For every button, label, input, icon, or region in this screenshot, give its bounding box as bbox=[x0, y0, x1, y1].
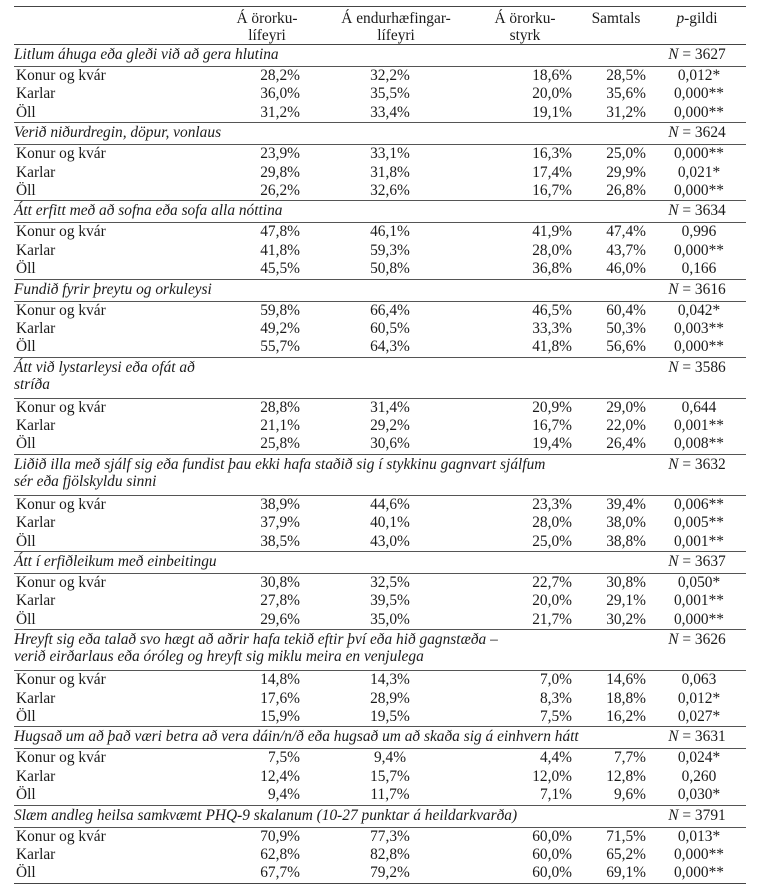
cell-p-gildi: 0,050* bbox=[677, 574, 721, 592]
cell-oroku-lifeyri: 12,4% bbox=[260, 767, 300, 785]
row-label: Öll bbox=[16, 260, 36, 278]
cell-oroku-styrk: 7,1% bbox=[539, 786, 572, 804]
section-title-line1: Hreyft sig eða talað svo hægt að aðrir hafa tekið eftir því eða hið gagnstæða – bbox=[14, 631, 498, 649]
cell-p-gildi: 0,013* bbox=[677, 827, 721, 845]
cell-oroku-lifeyri: 47,8% bbox=[260, 223, 300, 241]
header-col3-line1: Á örorku- bbox=[494, 10, 556, 27]
cell-oroku-lifeyri: 9,4% bbox=[267, 786, 300, 804]
cell-oroku-lifeyri: 26,2% bbox=[260, 181, 300, 199]
cell-samtals: 29,9% bbox=[606, 163, 646, 181]
table-row bbox=[14, 786, 746, 805]
cell-oroku-lifeyri: 55,7% bbox=[260, 338, 300, 356]
cell-samtals: 29,0% bbox=[606, 398, 646, 416]
results-table bbox=[14, 6, 746, 884]
row-label: Konur og kvár bbox=[16, 671, 106, 689]
table-row bbox=[14, 435, 746, 454]
header-col2-line2: lífeyri bbox=[377, 27, 415, 44]
cell-p-gildi: 0,001** bbox=[673, 592, 725, 610]
cell-oroku-lifeyri: 27,8% bbox=[260, 592, 300, 610]
cell-samtals: 12,8% bbox=[606, 767, 646, 785]
row-label: Öll bbox=[16, 786, 36, 804]
n-symbol: N bbox=[668, 455, 679, 473]
n-value: = 3632 bbox=[682, 455, 726, 473]
row-label: Konur og kvár bbox=[16, 67, 106, 84]
cell-oroku-styrk: 16,3% bbox=[532, 145, 572, 163]
cell-endurhaefingar-lifeyri: 30,6% bbox=[370, 435, 410, 453]
section-title-line2: stríða bbox=[14, 375, 50, 393]
cell-endurhaefingar-lifeyri: 32,2% bbox=[370, 67, 410, 84]
table-row bbox=[14, 495, 746, 514]
cell-oroku-styrk: 19,4% bbox=[532, 435, 572, 453]
cell-samtals: 7,7% bbox=[613, 749, 646, 767]
cell-p-gildi: 0,012* bbox=[677, 689, 721, 707]
section-n-count bbox=[648, 454, 746, 495]
cell-samtals: 46,0% bbox=[606, 260, 646, 278]
n-symbol: N bbox=[668, 631, 679, 649]
cell-samtals: 16,2% bbox=[606, 707, 646, 725]
cell-endurhaefingar-lifeyri: 66,4% bbox=[370, 301, 410, 319]
cell-oroku-styrk: 4,4% bbox=[539, 749, 572, 767]
cell-p-gildi: 0,027* bbox=[677, 707, 721, 725]
row-label: Konur og kvár bbox=[16, 495, 106, 513]
cell-oroku-lifeyri: 28,2% bbox=[260, 67, 300, 84]
table-row bbox=[14, 223, 746, 242]
row-label: Karlar bbox=[16, 417, 56, 435]
cell-samtals: 60,4% bbox=[606, 301, 646, 319]
table-row bbox=[14, 864, 746, 883]
cell-oroku-lifeyri: 31,2% bbox=[260, 103, 300, 121]
n-value: = 3586 bbox=[682, 358, 726, 376]
row-label: Konur og kvár bbox=[16, 574, 106, 592]
cell-endurhaefingar-lifeyri: 44,6% bbox=[370, 495, 410, 513]
row-label: Karlar bbox=[16, 592, 56, 610]
section-title: Slæm andleg heilsa samkvæmt PHQ-9 skalanum (10-27 punktar á heildarkvarða) bbox=[14, 805, 648, 827]
cell-oroku-styrk: 17,4% bbox=[532, 163, 572, 181]
cell-oroku-lifeyri: 28,8% bbox=[260, 398, 300, 416]
section-title-line2: verið eirðarlaus eða óróleg og hreyft sig miklu meira en venjulega bbox=[14, 648, 424, 666]
cell-endurhaefingar-lifeyri: 79,2% bbox=[326, 864, 466, 883]
cell-endurhaefingar-lifeyri: 28,9% bbox=[370, 689, 410, 707]
n-symbol: N bbox=[668, 728, 679, 746]
row-label: Karlar bbox=[16, 767, 56, 785]
section-header-row bbox=[14, 727, 746, 749]
section-n-count bbox=[648, 45, 746, 67]
cell-endurhaefingar-lifeyri: 35,0% bbox=[370, 610, 410, 628]
section-header-row bbox=[14, 805, 746, 827]
cell-endurhaefingar-lifeyri: 43,0% bbox=[370, 532, 410, 550]
table-row bbox=[14, 827, 746, 846]
cell-oroku-lifeyri: 38,5% bbox=[260, 532, 300, 550]
cell-endurhaefingar-lifeyri: 31,8% bbox=[370, 163, 410, 181]
cell-endurhaefingar-lifeyri: 9,4% bbox=[373, 749, 407, 767]
section-header-row bbox=[14, 357, 746, 398]
cell-oroku-styrk: 20,9% bbox=[532, 398, 572, 416]
cell-p-gildi: 0,003** bbox=[673, 319, 725, 337]
section-n-count bbox=[648, 279, 746, 301]
cell-samtals: 56,6% bbox=[606, 338, 646, 356]
cell-p-gildi: 0,024* bbox=[677, 749, 721, 767]
section-header-row bbox=[14, 279, 746, 301]
section-title bbox=[14, 630, 648, 671]
row-label: Öll bbox=[14, 864, 208, 883]
cell-samtals: 47,4% bbox=[606, 223, 646, 241]
table-row bbox=[14, 67, 746, 86]
n-symbol: N bbox=[668, 46, 679, 63]
header-col-p-gildi bbox=[648, 7, 746, 45]
cell-p-gildi: 0,000** bbox=[673, 181, 725, 199]
cell-oroku-lifeyri: 62,8% bbox=[260, 845, 300, 863]
row-label: Konur og kvár bbox=[16, 398, 106, 416]
section-title bbox=[14, 454, 648, 495]
cell-oroku-styrk: 41,9% bbox=[532, 223, 572, 241]
table-row bbox=[14, 301, 746, 320]
cell-endurhaefingar-lifeyri: 39,5% bbox=[370, 592, 410, 610]
cell-oroku-styrk: 8,3% bbox=[539, 689, 572, 707]
section-header-row bbox=[14, 45, 746, 67]
cell-p-gildi: 0,644 bbox=[681, 398, 717, 416]
cell-oroku-styrk: 36,8% bbox=[532, 260, 572, 278]
cell-oroku-styrk: 60,0% bbox=[532, 827, 572, 845]
cell-oroku-styrk: 28,0% bbox=[532, 241, 572, 259]
table-row bbox=[14, 145, 746, 164]
cell-samtals: 25,0% bbox=[606, 145, 646, 163]
section-title: Átt í erfiðleikum með einbeitingu bbox=[14, 552, 648, 574]
section-n-count bbox=[648, 805, 746, 827]
cell-endurhaefingar-lifeyri: 64,3% bbox=[370, 338, 410, 356]
n-value: = 3637 bbox=[682, 553, 726, 571]
row-label: Öll bbox=[16, 103, 36, 121]
cell-oroku-lifeyri: 30,8% bbox=[260, 574, 300, 592]
header-col-samtals: Samtals bbox=[584, 7, 648, 45]
table-row bbox=[14, 514, 746, 532]
header-col-oroku-styrk bbox=[466, 7, 584, 45]
cell-p-gildi: 0,000** bbox=[673, 610, 725, 628]
cell-oroku-lifeyri: 14,8% bbox=[260, 671, 300, 689]
row-label: Karlar bbox=[16, 163, 56, 181]
cell-oroku-lifeyri: 37,9% bbox=[260, 514, 300, 532]
cell-p-gildi: 0,000** bbox=[673, 145, 725, 163]
n-value: = 3634 bbox=[682, 202, 726, 220]
n-value: = 3631 bbox=[682, 728, 726, 746]
cell-samtals: 65,2% bbox=[606, 845, 646, 863]
row-label: Öll bbox=[16, 181, 36, 199]
cell-oroku-styrk: 20,0% bbox=[532, 592, 572, 610]
cell-oroku-lifeyri: 49,2% bbox=[260, 319, 300, 337]
n-value: = 3791 bbox=[682, 806, 726, 824]
cell-p-gildi: 0,260 bbox=[681, 767, 717, 785]
table-row bbox=[14, 768, 746, 786]
table-row bbox=[14, 104, 746, 123]
table-row bbox=[14, 574, 746, 593]
cell-oroku-lifeyri: 36,0% bbox=[260, 85, 300, 103]
cell-samtals: 30,8% bbox=[606, 574, 646, 592]
cell-oroku-styrk: 25,0% bbox=[532, 532, 572, 550]
cell-oroku-lifeyri: 70,9% bbox=[260, 827, 300, 845]
cell-oroku-styrk: 16,7% bbox=[532, 417, 572, 435]
cell-samtals: 30,2% bbox=[606, 610, 646, 628]
table-row bbox=[14, 164, 746, 182]
cell-samtals: 28,5% bbox=[606, 67, 646, 84]
cell-samtals: 31,2% bbox=[606, 103, 646, 121]
row-label: Konur og kvár bbox=[16, 223, 106, 241]
table-row bbox=[14, 85, 746, 103]
section-n-count bbox=[648, 727, 746, 749]
header-col3-line2: styrk bbox=[509, 27, 541, 44]
header-p-italic: p bbox=[676, 10, 685, 27]
row-label: Öll bbox=[16, 532, 36, 550]
n-symbol: N bbox=[668, 280, 679, 298]
cell-oroku-styrk: 16,7% bbox=[532, 181, 572, 199]
table-row bbox=[14, 846, 746, 864]
cell-samtals: 71,5% bbox=[606, 827, 646, 845]
cell-samtals: 38,8% bbox=[606, 532, 646, 550]
section-header-row bbox=[14, 630, 746, 671]
cell-endurhaefingar-lifeyri: 32,5% bbox=[370, 574, 410, 592]
cell-endurhaefingar-lifeyri: 82,8% bbox=[370, 845, 410, 863]
section-header-row bbox=[14, 201, 746, 223]
cell-endurhaefingar-lifeyri: 50,8% bbox=[370, 260, 410, 278]
table-row bbox=[14, 671, 746, 690]
n-symbol: N bbox=[668, 202, 679, 220]
cell-endurhaefingar-lifeyri: 11,7% bbox=[370, 786, 410, 804]
cell-samtals: 69,1% bbox=[584, 864, 648, 883]
section-title-line1: Átt við lystarleysi eða ofát að bbox=[14, 358, 195, 376]
cell-p-gildi: 0,001** bbox=[673, 417, 725, 435]
cell-oroku-styrk: 28,0% bbox=[532, 514, 572, 532]
cell-p-gildi: 0,000** bbox=[673, 338, 725, 356]
section-title: Átt erfitt með að sofna eða sofa alla nóttina bbox=[14, 201, 648, 223]
cell-samtals: 22,0% bbox=[606, 417, 646, 435]
cell-p-gildi: 0,001** bbox=[673, 532, 725, 550]
cell-oroku-lifeyri: 7,5% bbox=[267, 749, 300, 767]
cell-samtals: 39,4% bbox=[606, 495, 646, 513]
cell-p-gildi: 0,006** bbox=[673, 495, 725, 513]
section-title-line2: sér eða fjölskyldu sinni bbox=[14, 472, 157, 490]
cell-samtals: 14,6% bbox=[606, 671, 646, 689]
cell-endurhaefingar-lifeyri: 33,1% bbox=[370, 145, 410, 163]
cell-oroku-styrk: 22,7% bbox=[532, 574, 572, 592]
n-value: = 3624 bbox=[682, 124, 726, 142]
table-row bbox=[14, 338, 746, 357]
section-title: Verið niðurdregin, döpur, vonlaus bbox=[14, 123, 648, 145]
n-value: = 3616 bbox=[682, 280, 726, 298]
table-row bbox=[14, 592, 746, 610]
header-col1-line2: lífeyri bbox=[248, 27, 286, 44]
section-header-row bbox=[14, 454, 746, 495]
cell-p-gildi: 0,008** bbox=[673, 435, 725, 453]
cell-samtals: 38,0% bbox=[606, 514, 646, 532]
row-label: Konur og kvár bbox=[16, 145, 106, 163]
cell-endurhaefingar-lifeyri: 77,3% bbox=[370, 827, 410, 845]
n-value: = 3627 bbox=[682, 46, 726, 63]
table-row bbox=[14, 242, 746, 260]
table-row bbox=[14, 708, 746, 727]
row-label: Öll bbox=[16, 707, 36, 725]
header-col2-line1: Á endurhæfingar- bbox=[341, 10, 451, 27]
header-label bbox=[14, 7, 208, 45]
cell-oroku-lifeyri: 25,8% bbox=[260, 435, 300, 453]
cell-p-gildi: 0,000** bbox=[673, 241, 725, 259]
cell-oroku-lifeyri: 41,8% bbox=[260, 241, 300, 259]
cell-samtals: 26,4% bbox=[606, 435, 646, 453]
n-symbol: N bbox=[668, 124, 679, 142]
cell-oroku-lifeyri: 21,1% bbox=[260, 417, 300, 435]
cell-oroku-lifeyri: 45,5% bbox=[260, 260, 300, 278]
cell-endurhaefingar-lifeyri: 15,7% bbox=[370, 767, 410, 785]
cell-oroku-lifeyri: 17,6% bbox=[260, 689, 300, 707]
cell-oroku-styrk: 60,0% bbox=[532, 845, 572, 863]
header-col1-line1: Á örorku- bbox=[236, 10, 298, 27]
cell-samtals: 26,8% bbox=[606, 181, 646, 199]
table-row bbox=[14, 749, 746, 768]
cell-endurhaefingar-lifeyri: 59,3% bbox=[370, 241, 410, 259]
n-symbol: N bbox=[668, 553, 679, 571]
cell-oroku-lifeyri: 15,9% bbox=[260, 707, 300, 725]
cell-oroku-styrk: 21,7% bbox=[532, 610, 572, 628]
cell-oroku-lifeyri: 23,9% bbox=[260, 145, 300, 163]
cell-p-gildi: 0,996 bbox=[681, 223, 717, 241]
table-row bbox=[14, 417, 746, 435]
section-n-count bbox=[648, 123, 746, 145]
cell-samtals: 18,8% bbox=[606, 689, 646, 707]
cell-oroku-styrk: 33,3% bbox=[532, 319, 572, 337]
row-label: Öll bbox=[16, 610, 36, 628]
cell-p-gildi: 0,021* bbox=[677, 163, 721, 181]
cell-p-gildi: 0,000** bbox=[673, 85, 725, 103]
section-n-count bbox=[648, 552, 746, 574]
section-header-row bbox=[14, 552, 746, 574]
cell-oroku-lifeyri: 29,8% bbox=[260, 163, 300, 181]
cell-oroku-styrk: 19,1% bbox=[532, 103, 572, 121]
cell-oroku-lifeyri: 59,8% bbox=[260, 301, 300, 319]
cell-endurhaefingar-lifeyri: 60,5% bbox=[370, 319, 410, 337]
cell-p-gildi: 0,030* bbox=[677, 786, 721, 804]
row-label: Karlar bbox=[16, 514, 56, 532]
cell-samtals: 35,6% bbox=[606, 85, 646, 103]
cell-oroku-styrk: 60,0% bbox=[466, 864, 584, 883]
cell-p-gildi: 0,000** bbox=[648, 864, 746, 883]
cell-endurhaefingar-lifeyri: 32,6% bbox=[370, 181, 410, 199]
row-label: Karlar bbox=[16, 85, 56, 103]
row-label: Konur og kvár bbox=[16, 301, 106, 319]
cell-samtals: 29,1% bbox=[606, 592, 646, 610]
n-symbol: N bbox=[668, 806, 679, 824]
cell-samtals: 50,3% bbox=[606, 319, 646, 337]
cell-p-gildi: 0,063 bbox=[681, 671, 717, 689]
cell-oroku-lifeyri: 29,6% bbox=[260, 610, 300, 628]
cell-p-gildi: 0,166 bbox=[681, 260, 717, 278]
cell-oroku-styrk: 12,0% bbox=[532, 767, 572, 785]
section-title-line1: Liðið illa með sjálf sig eða fundist þau ekki hafa staðið sig í stykkinu gagnvart sjálfum bbox=[14, 455, 546, 473]
row-label: Konur og kvár bbox=[16, 749, 106, 767]
cell-p-gildi: 0,000** bbox=[673, 845, 725, 863]
row-label: Karlar bbox=[16, 241, 56, 259]
header-p-rest: -gildi bbox=[684, 10, 718, 27]
cell-oroku-styrk: 7,0% bbox=[539, 671, 572, 689]
table-row bbox=[14, 533, 746, 552]
table-row bbox=[14, 690, 746, 708]
cell-p-gildi: 0,042* bbox=[677, 301, 721, 319]
header-col-oroku-lifeyri bbox=[208, 7, 326, 45]
cell-endurhaefingar-lifeyri: 33,4% bbox=[370, 103, 410, 121]
n-value: = 3626 bbox=[682, 631, 726, 649]
cell-oroku-lifeyri: 67,7% bbox=[208, 864, 326, 883]
cell-oroku-styrk: 7,5% bbox=[539, 707, 572, 725]
n-symbol: N bbox=[668, 358, 679, 376]
cell-p-gildi: 0,005** bbox=[673, 514, 725, 532]
row-label: Öll bbox=[16, 338, 36, 356]
table-row bbox=[14, 320, 746, 338]
cell-oroku-styrk: 41,8% bbox=[532, 338, 572, 356]
cell-oroku-styrk: 23,3% bbox=[532, 495, 572, 513]
cell-endurhaefingar-lifeyri: 40,1% bbox=[370, 514, 410, 532]
row-label: Konur og kvár bbox=[16, 827, 106, 845]
row-label: Öll bbox=[16, 435, 36, 453]
cell-oroku-styrk: 18,6% bbox=[532, 67, 572, 84]
cell-endurhaefingar-lifeyri: 46,1% bbox=[370, 223, 410, 241]
cell-samtals: 9,6% bbox=[613, 786, 646, 804]
table-row bbox=[14, 260, 746, 279]
section-title: Litlum áhuga eða gleði við að gera hlutina bbox=[14, 45, 648, 67]
cell-oroku-lifeyri: 38,9% bbox=[260, 495, 300, 513]
section-title: Hugsað um að það væri betra að vera dáin/n/ð eða hugsað um að skaða sig á einhvern hátt bbox=[14, 727, 648, 749]
section-title: Fundið fyrir þreytu og orkuleysi bbox=[14, 279, 648, 301]
cell-endurhaefingar-lifeyri: 14,3% bbox=[370, 671, 410, 689]
table-row bbox=[14, 398, 746, 417]
cell-endurhaefingar-lifeyri: 29,2% bbox=[370, 417, 410, 435]
cell-endurhaefingar-lifeyri: 19,5% bbox=[370, 707, 410, 725]
section-header-row bbox=[14, 123, 746, 145]
section-title bbox=[14, 357, 648, 398]
row-label: Karlar bbox=[16, 845, 56, 863]
cell-p-gildi: 0,012* bbox=[677, 67, 721, 84]
table-row bbox=[14, 611, 746, 630]
cell-endurhaefingar-lifeyri: 35,5% bbox=[370, 85, 410, 103]
cell-samtals: 43,7% bbox=[606, 241, 646, 259]
table-row bbox=[14, 182, 746, 201]
section-n-count bbox=[648, 357, 746, 398]
cell-endurhaefingar-lifeyri: 31,4% bbox=[370, 398, 410, 416]
row-label: Karlar bbox=[16, 689, 56, 707]
table-body bbox=[14, 45, 746, 884]
row-label: Karlar bbox=[16, 319, 56, 337]
header-col-endurhaefingar-lifeyri bbox=[326, 7, 466, 45]
header-row bbox=[14, 7, 746, 45]
cell-p-gildi: 0,000** bbox=[673, 103, 725, 121]
section-n-count bbox=[648, 630, 746, 671]
section-n-count bbox=[648, 201, 746, 223]
cell-oroku-styrk: 46,5% bbox=[532, 301, 572, 319]
cell-oroku-styrk: 20,0% bbox=[532, 85, 572, 103]
